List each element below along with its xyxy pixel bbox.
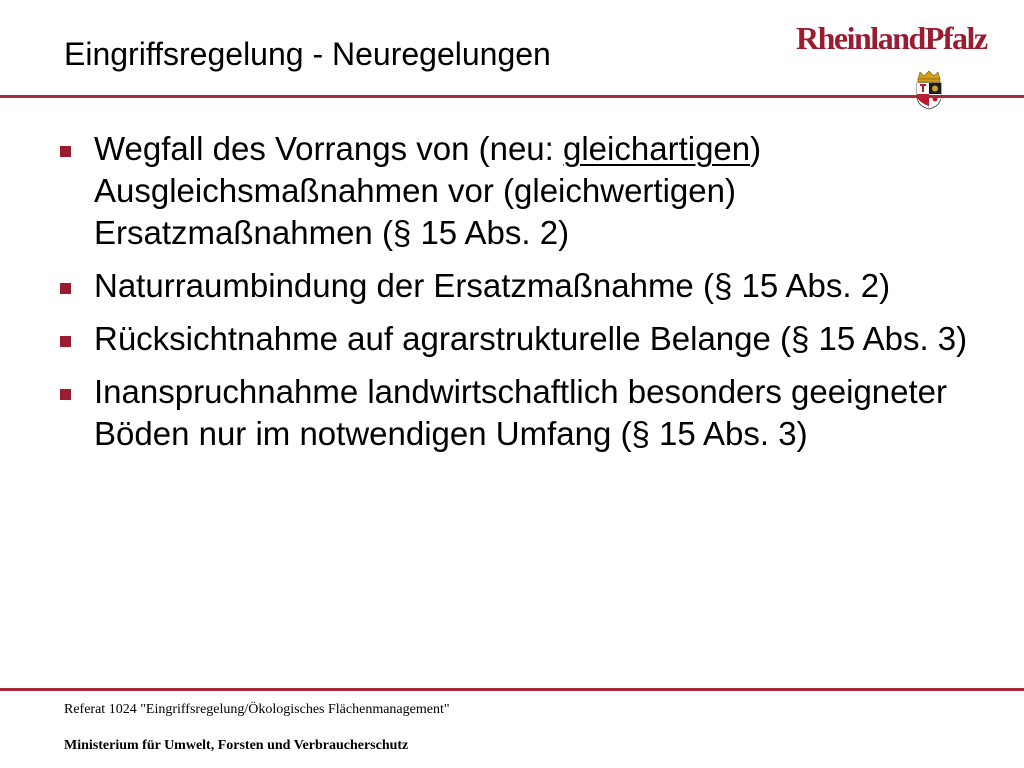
underlined-term: gleichartigen [563,130,751,167]
bullet-list [56,128,996,466]
footer-divider [0,688,1024,691]
logo-wordmark: RheinlandPfalz [796,20,987,56]
page-title: Eingriffsregelung - Neuregelungen [64,36,551,72]
square-bullet-icon [60,336,71,347]
square-bullet-icon [60,283,71,294]
bullet-item [56,265,996,307]
bullet-text: Naturraumbindung der Ersatzmaßnahme (§ 15 Abs. 2) [94,267,891,304]
footer-ministry: Ministerium für Umwelt, Forsten und Verbraucherschutz [64,738,409,753]
bullet-text-rest: ) Ausgleichsmaßnahmen vor (gleichwertigen) Ersatzmaßnahmen (§ 15 Abs. 2) [94,130,762,251]
coat-of-arms-icon [914,70,944,110]
header-divider [0,95,1024,98]
bullet-text: Wegfall des Vorrangs von (neu: [94,130,563,167]
square-bullet-icon [60,389,71,400]
bullet-item [56,371,996,455]
bullet-text: Inanspruchnahme landwirtschaftlich besonders geeigneter Böden nur im notwendigen Umfang (§ 15 Abs. 3) [94,373,948,452]
square-bullet-icon [60,146,71,157]
footer-reference: Referat 1024 "Eingriffsregelung/Ökologisches Flächenmanagement" [64,702,450,717]
bullet-item [56,128,996,254]
bullet-item [56,318,996,360]
bullet-text: Rücksichtnahme auf agrarstrukturelle Belange (§ 15 Abs. 3) [94,320,968,357]
